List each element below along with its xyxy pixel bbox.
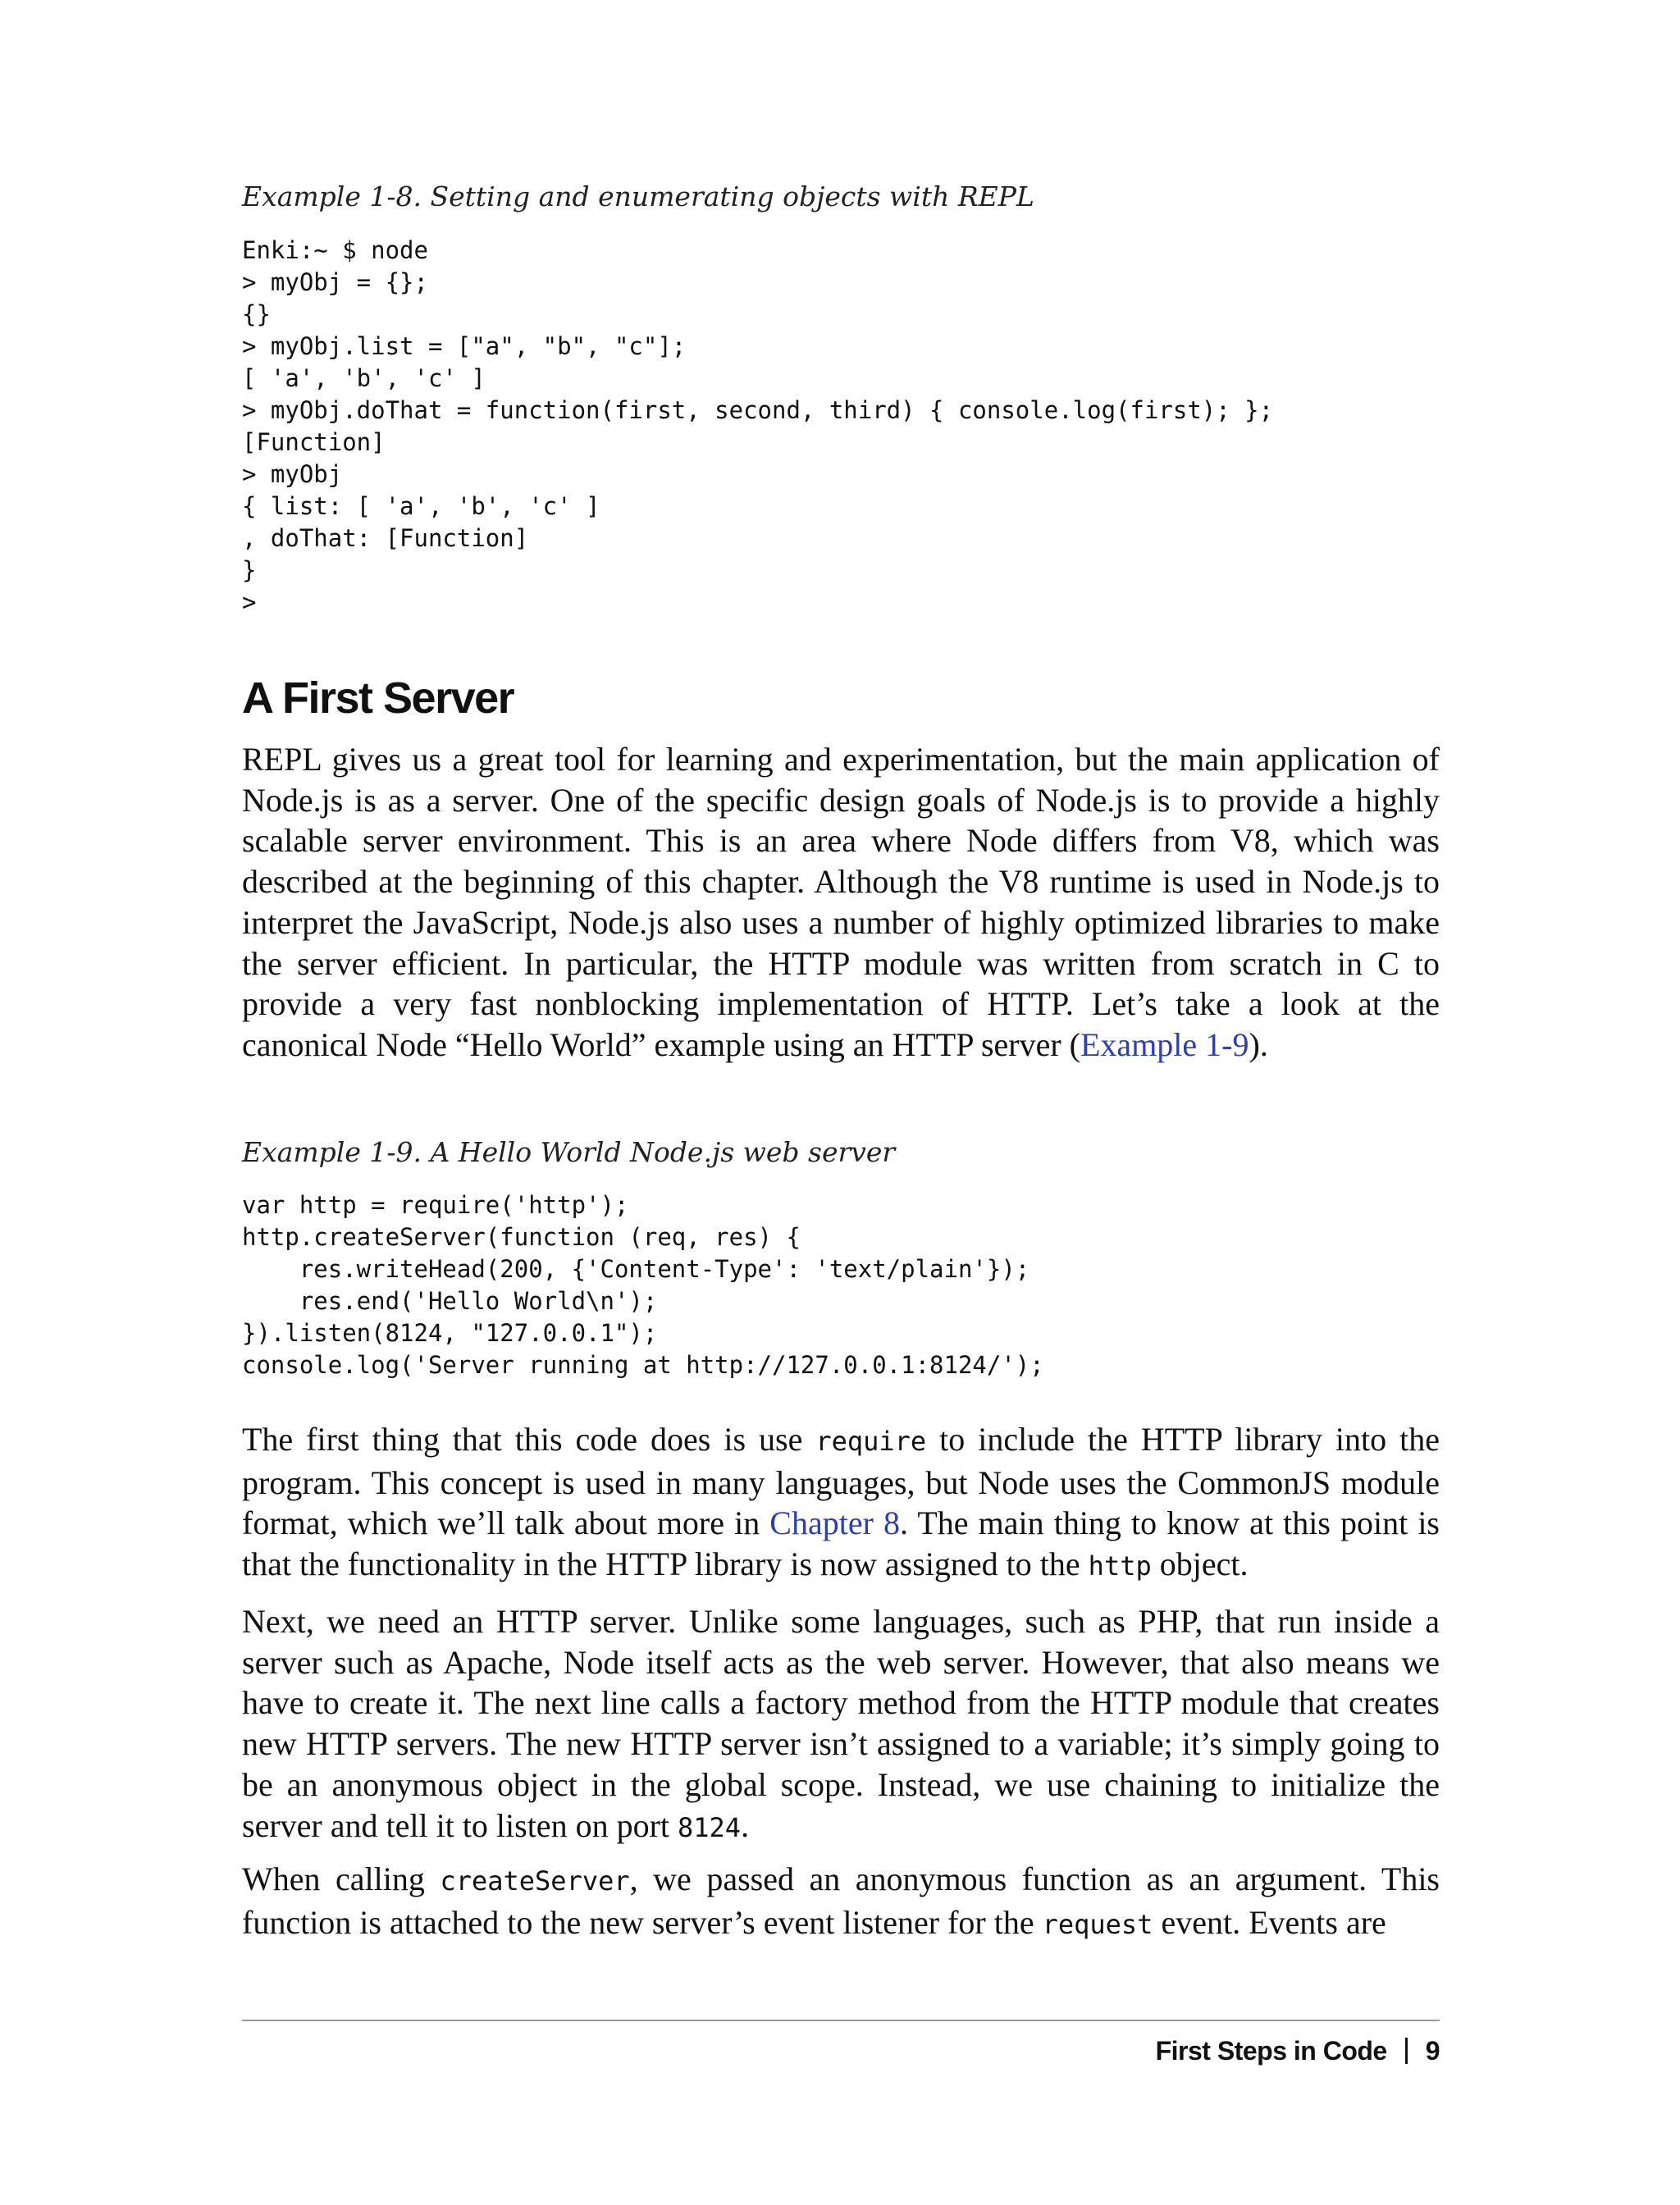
paragraph-http-server [242,1601,1440,1848]
code-line: [Function] [242,428,386,456]
paragraph-text: object. [1151,1545,1249,1583]
footer-divider [242,2020,1440,2021]
paragraph-text: The first thing that this code does is use [242,1421,816,1458]
code-line: var http = require('http'); [242,1191,629,1219]
example-1-9-code [242,1189,1440,1381]
code-line: } [242,556,257,584]
paragraph-create-server [242,1859,1440,1945]
paragraph-text: ). [1249,1025,1268,1063]
code-line: http.createServer(function (req, res) { [242,1223,801,1251]
code-line: console.log('Server running at http://127.0.0.1:8124/'); [242,1351,1044,1379]
paragraph-text: event. Events are [1153,1903,1386,1941]
code-line: [ 'a', 'b', 'c' ] [242,364,486,392]
section-heading: A First Server [242,673,514,723]
page-number: 9 [1425,2036,1440,2066]
code-line: > myObj.list = ["a", "b", "c"]; [242,332,687,360]
paragraph-text: . The main thing to know at this point is that the functionality in the HTTP library is now assigned to the [242,1504,1440,1583]
inline-code: request [1042,1908,1153,1940]
inline-code: 8124 [678,1811,742,1843]
inline-code: require [815,1426,927,1457]
paragraph-text: to include the HTTP library into the program. This concept is used in many languages, but Node uses the CommonJS module format, which we’ll talk about more in [242,1421,1440,1542]
example-1-9-caption: Example 1-9. A Hello World Node.js web server [242,1136,896,1168]
inline-code: createServer [440,1865,630,1897]
code-line: > myObj [242,460,343,488]
paragraph-intro [242,739,1440,1066]
code-line: > [242,588,257,616]
code-line: res.writeHead(200, {'Content-Type': 'text/plain'}); [242,1255,1030,1283]
code-line: res.end('Hello World\n'); [242,1287,658,1315]
paragraph-text: Next, we need an HTTP server. Unlike some languages, such as PHP, that run inside a server such as Apache, Node itself acts as the web server. However, that also means we have to create it. The next line calls a factory method from the HTTP module that creates new HTTP servers. The new HTTP server isn’t assigned to a variable; it’s simply going to be an anonymous object in the global scope. Instead, we use chaining to initialize the server and tell it to listen on port [242,1603,1440,1844]
code-line: { list: [ 'a', 'b', 'c' ] [242,492,600,520]
code-line: Enki:~ $ node [242,236,428,264]
code-line: > myObj = {}; [242,268,428,296]
paragraph-text: REPL gives us a great tool for learning and experimentation, but the main application of Node.js is as a server. One of the specific design goals of Node.js is to provide a highly scalable server environment. This is an area where Node differs from V8, which was described at the beginning of this chapter. Although the V8 runtime is used in Node.js to interpret the JavaScript, Node.js also uses a number of highly optimized libraries to make the server efficient. In particular, the HTTP module was written from scratch in C to provide a very fast nonblocking implementation of HTTP. Let’s take a look at the canonical Node “Hello World” example using an HTTP server ( [242,741,1440,1063]
code-line: > myObj.doThat = function(first, second, third) { console.log(first); }; [242,396,1274,424]
example-1-8-caption: Example 1-8. Setting and enumerating objects with REPL [242,180,1034,212]
inline-code: http [1088,1550,1152,1582]
page-footer [242,2033,1440,2069]
footer-separator [1405,2038,1408,2064]
chapter-8-link[interactable]: Chapter 8 [769,1504,901,1542]
paragraph-text: , we passed an anonymous function as an argument. This function is attached to the new server’s event listener for the [242,1860,1440,1941]
code-line: }).listen(8124, "127.0.0.1"); [242,1319,658,1347]
paragraph-text: . [741,1806,750,1844]
paragraph-text: When calling [242,1860,441,1897]
paragraph-require [242,1419,1440,1587]
example-1-8-code [242,235,1440,619]
code-line: {} [242,300,271,328]
example-1-9-link[interactable]: Example 1-9 [1080,1025,1249,1063]
running-title: First Steps in Code [1155,2036,1387,2066]
code-line: , doThat: [Function] [242,524,529,552]
